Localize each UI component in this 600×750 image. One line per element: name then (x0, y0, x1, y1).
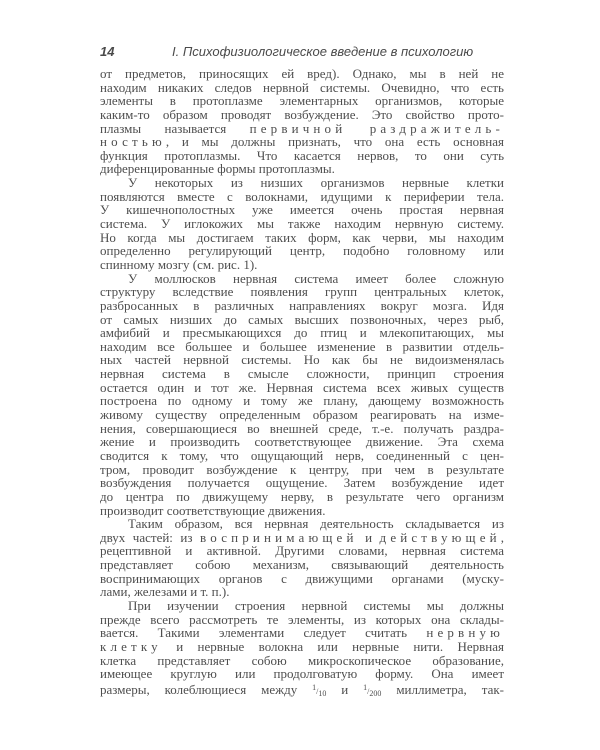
text-line (100, 504, 504, 518)
text-line (100, 490, 504, 504)
text-run: У кишечнополостных уже имеется очень простая нервная (100, 202, 504, 218)
text-line (100, 599, 504, 613)
text-run: появляются вместе с волокнами, идущими к периферии тела. (100, 188, 504, 204)
text-line (100, 217, 504, 231)
text-run: У некоторых из низших организмов нервные клетки (128, 175, 504, 191)
text-run: каким-то образом проводят возбуждение. Это свойство прото- (100, 106, 504, 122)
text-line (100, 667, 504, 681)
text-run: находим никаких следов нервной системы. Очевидно, что есть (100, 79, 504, 95)
text-line (100, 381, 504, 395)
text-run: плазмы называется (100, 120, 250, 136)
text-line (100, 449, 504, 463)
fraction-slash: / (367, 686, 370, 696)
text-line (100, 476, 504, 490)
spaced-emphasis: раздражитель- (369, 120, 504, 136)
text-run: У моллюсков нервная система имеет более сложную (128, 270, 504, 286)
text-run: производит соответствующие движения. (100, 502, 326, 518)
body-text (100, 66, 504, 698)
text-run: При изучении строения нервной системы мы должны (128, 597, 504, 613)
spaced-emphasis: воспринимающей (200, 529, 358, 545)
text-run: воспринимающих органов с движущими органами (муску- (100, 570, 504, 586)
text-run: ных частей нервной системы. Но как бы не видоизменялась (100, 352, 504, 368)
text-line (100, 531, 504, 545)
text-run: остается один и тот же. Нервная система всех живых существ (100, 379, 504, 395)
text-line (100, 149, 504, 163)
text-line (100, 231, 504, 245)
text-run: от предметов, приносящих ей вред). Однако, мы в ней не (100, 66, 504, 81)
text-line (100, 435, 504, 449)
text-run: жение и производить соответствующее движение. Эта схема (100, 434, 504, 450)
text-run: представляет собою механизм, связывающий деятельность (100, 557, 504, 573)
text-run: и нервные волокна или нервные нити. Нервная (161, 638, 504, 654)
fraction-numerator: 1 (363, 682, 368, 692)
text-run: миллиметра, так- (381, 681, 504, 697)
text-line (100, 517, 504, 531)
text-line (100, 326, 504, 340)
text-line (100, 135, 504, 149)
running-title: I. Психофизиологическое введение в психологию (172, 44, 474, 59)
fraction (363, 682, 382, 698)
text-run: возбуждения получается ощущение. Затем возбуждение идет (100, 475, 504, 491)
text-line (100, 203, 504, 217)
text-line (100, 613, 504, 627)
text-run: , и мы должны признать, что она есть основная (165, 134, 504, 150)
running-header (100, 44, 505, 62)
text-run: до центра по движущему нерву, в результате чего организм (100, 488, 504, 504)
text-line (100, 463, 504, 477)
spaced-emphasis: нервную (426, 625, 504, 641)
fraction-slash: / (316, 686, 319, 696)
text-run: тром, проводит возбуждение к центру, при чем в результате (100, 461, 504, 477)
text-run: Таким образом, вся нервная деятельность складывается из (128, 516, 504, 532)
text-line (100, 272, 504, 286)
spaced-emphasis: ностью (100, 134, 166, 150)
text-line (100, 654, 504, 668)
text-run: функция протоплазмы. Что касается нервов, то они суть (100, 147, 504, 163)
fraction-denominator: 200 (369, 688, 382, 698)
text-run: построена по одному и тому же плану, дающему возможность (100, 393, 504, 409)
fraction (312, 682, 327, 698)
text-line (100, 394, 504, 408)
page-number: 14 (100, 44, 115, 59)
text-line (100, 340, 504, 354)
text-line (100, 558, 504, 572)
text-line (100, 176, 504, 190)
text-line (100, 408, 504, 422)
text-run: живому существу определенным образом реагировать на изме- (100, 407, 504, 423)
text-run: и (357, 529, 380, 545)
text-run: лами, железами и т. п.). (100, 584, 230, 600)
spaced-emphasis: первичной (249, 120, 347, 136)
text-line (100, 81, 504, 95)
text-line (100, 353, 504, 367)
text-run: элементы в протоплазме элементарных организмов, которые (100, 93, 504, 109)
text-run: нервная система в смысле сложности, принцип строения (100, 366, 504, 382)
text-run: система. У иглокожих мы также находим нервную систему. (100, 216, 504, 232)
text-run: клетка представляет собою микроскопическое образование, (100, 652, 504, 668)
text-line (100, 544, 504, 558)
text-line (100, 122, 504, 136)
text-line (100, 162, 504, 176)
text-run: двух частей: из (100, 529, 200, 545)
text-line (100, 244, 504, 258)
text-line (100, 640, 504, 654)
text-run: сводится к тому, что ощущающий нерв, соединенный с цен- (100, 447, 504, 463)
text-run: прежде всего рассмотреть те элементы, из которых она склады- (100, 611, 504, 627)
spaced-emphasis: действующей (379, 529, 501, 545)
text-line (100, 299, 504, 313)
text-run: спинному мозгу (см. рис. 1). (100, 256, 258, 272)
text-run: имеющее круглую или продолговатую форму. Она имеет (100, 666, 504, 682)
text-line (100, 367, 504, 381)
text-run: структуру вследствие появления групп центральных клеток, (100, 284, 504, 300)
text-line (100, 108, 504, 122)
text-run: , (500, 529, 504, 545)
text-line (100, 681, 504, 698)
text-line (100, 285, 504, 299)
text-line (100, 572, 504, 586)
text-line (100, 422, 504, 436)
text-run: вается. Такими элементами следует считать (100, 625, 427, 641)
fraction-numerator: 1 (312, 682, 317, 692)
text-run: находим все большее и большее изменение в развитии отдель- (100, 338, 504, 354)
text-line (100, 313, 504, 327)
spaced-emphasis: клетку (100, 638, 162, 654)
text-line (100, 626, 504, 640)
text-run: размеры, колеблющиеся между (100, 681, 313, 697)
text-run: амфибий и пресмыкающихся до птиц и млекопитающих, мы (100, 325, 504, 341)
fraction-denominator: 10 (318, 688, 327, 698)
text-run: от самых низших до самых высших позвоночных, через рыб, (100, 311, 504, 327)
text-run: разбросанных в различных направлениях вокруг мозга. Идя (100, 297, 504, 313)
text-run: и (326, 681, 364, 697)
text-run: определенно регулирующий центр, подобно головному или (100, 243, 504, 259)
text-run: нения, совершающиеся во внешней среде, т.-е. получать раздра- (100, 420, 504, 436)
text-line (100, 190, 504, 204)
text-line (100, 258, 504, 272)
text-line (100, 67, 504, 81)
text-run: рецептивной и активной. Другими словами, нервная система (100, 543, 504, 559)
text-line (100, 585, 504, 599)
text-line (100, 94, 504, 108)
text-run: диференцированные формы протоплазмы. (100, 161, 335, 177)
text-run: Но когда мы достигаем таких форм, как черви, мы находим (100, 229, 504, 245)
